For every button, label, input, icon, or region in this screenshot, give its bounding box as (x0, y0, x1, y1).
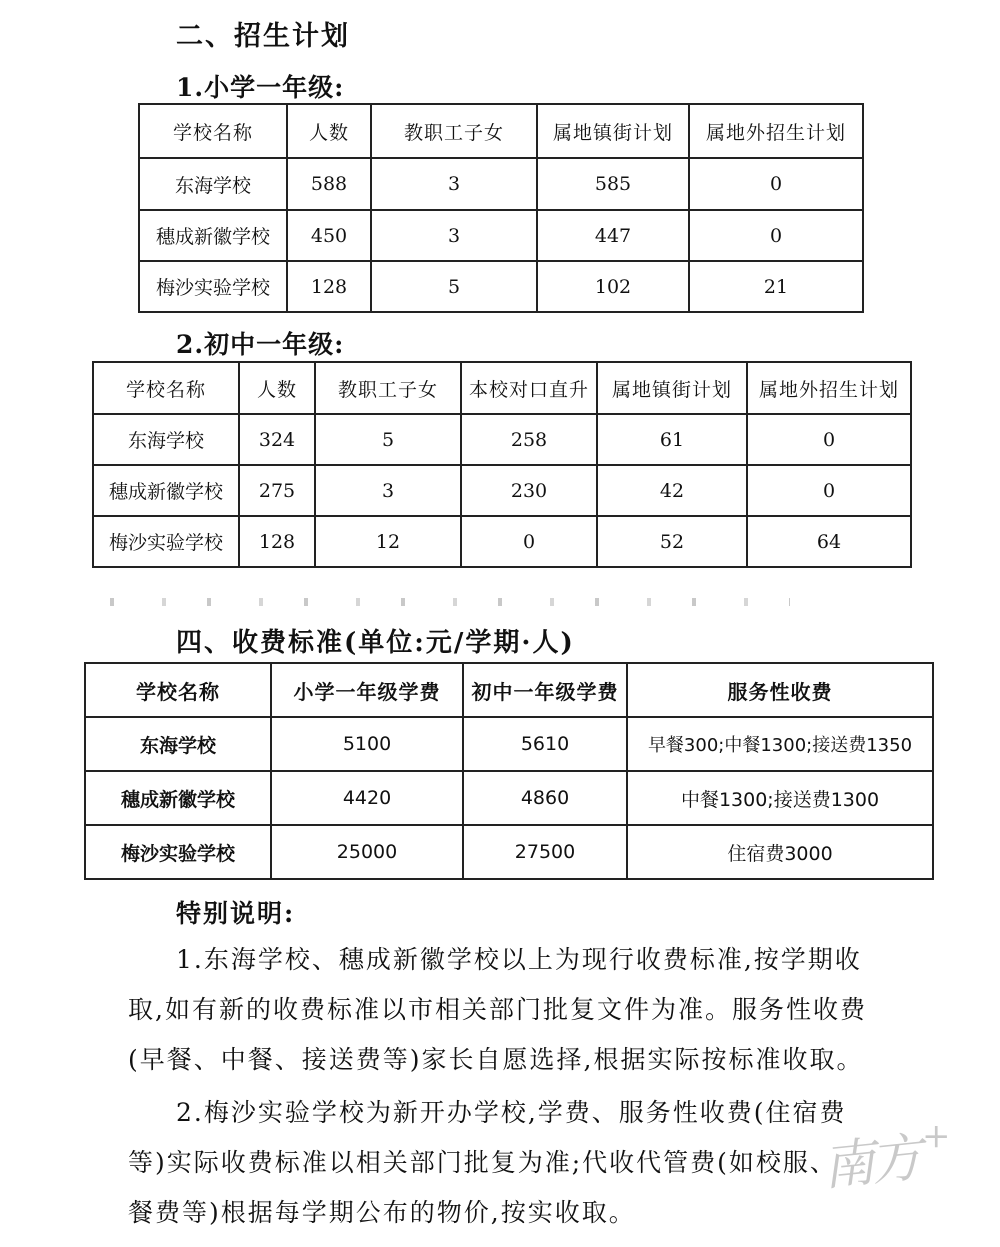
table-fee-standards (84, 662, 934, 880)
table-cell: 0 (461, 516, 597, 567)
table-cell: 447 (537, 210, 689, 261)
table-primary-enrollment (138, 103, 864, 313)
table-cell: 4860 (463, 771, 627, 825)
header-cell: 初中一年级学费 (463, 663, 627, 717)
table-cell: 5610 (463, 717, 627, 771)
header-cell: 学校名称 (93, 362, 239, 414)
header-cell: 学校名称 (139, 104, 287, 158)
table-cell: 4420 (271, 771, 463, 825)
table-row (93, 516, 911, 567)
table-cell: 梅沙实验学校 (139, 261, 287, 312)
section-title-enrollment: 二、招生计划 (176, 21, 350, 52)
table-row (139, 261, 863, 312)
watermark-logo: 南方 (819, 1128, 922, 1198)
scan-crop-artifact (110, 598, 790, 606)
table-cell: 230 (461, 465, 597, 516)
header-cell: 教职工子女 (371, 104, 537, 158)
table-cell: 穗成新徽学校 (93, 465, 239, 516)
header-cell: 本校对口直升 (461, 362, 597, 414)
table-cell: 128 (287, 261, 371, 312)
header-cell: 教职工子女 (315, 362, 461, 414)
table-cell: 0 (689, 158, 863, 210)
heading-junior-grade1: 2.初中一年级: (176, 330, 345, 359)
table-cell: 61 (597, 414, 747, 465)
table-cell: 324 (239, 414, 315, 465)
table-cell: 东海学校 (139, 158, 287, 210)
special-notes-title: 特别说明: (176, 899, 296, 928)
table-row (85, 717, 933, 771)
table-row (85, 825, 933, 879)
table-cell: 5 (315, 414, 461, 465)
header-cell: 人数 (287, 104, 371, 158)
note-paragraph-line: 2.梅沙实验学校为新开办学校,学费、服务性收费(住宿费 (176, 1098, 847, 1127)
table-cell: 21 (689, 261, 863, 312)
header-cell: 服务性收费 (627, 663, 933, 717)
note-paragraph-line: 等)实际收费标准以相关部门批复为准;代收代管费(如校服、 (128, 1148, 837, 1177)
table-header-row (139, 104, 863, 158)
table-row (85, 771, 933, 825)
header-cell: 小学一年级学费 (271, 663, 463, 717)
table-cell: 42 (597, 465, 747, 516)
header-cell: 属地镇街计划 (537, 104, 689, 158)
table-header-row (93, 362, 911, 414)
table-cell: 585 (537, 158, 689, 210)
table-cell: 64 (747, 516, 911, 567)
table-cell: 东海学校 (85, 717, 271, 771)
table-cell: 5100 (271, 717, 463, 771)
section-title-fees: 四、收费标准(单位:元/学期·人) (176, 628, 575, 658)
table-cell: 12 (315, 516, 461, 567)
table-cell: 0 (747, 465, 911, 516)
table-cell: 住宿费3000 (627, 825, 933, 879)
table-cell: 102 (537, 261, 689, 312)
table-cell: 25000 (271, 825, 463, 879)
table-cell: 27500 (463, 825, 627, 879)
heading-primary-grade1: 1.小学一年级: (176, 73, 345, 102)
table-cell: 3 (371, 158, 537, 210)
table-row (139, 210, 863, 261)
table-cell: 0 (747, 414, 911, 465)
table-cell: 3 (371, 210, 537, 261)
header-cell: 人数 (239, 362, 315, 414)
table-cell: 东海学校 (93, 414, 239, 465)
note-paragraph-line: (早餐、中餐、接送费等)家长自愿选择,根据实际按标准收取。 (128, 1045, 864, 1074)
watermark-plus-icon: + (922, 1116, 951, 1156)
header-cell: 属地外招生计划 (689, 104, 863, 158)
table-cell: 梅沙实验学校 (85, 825, 271, 879)
table-junior-enrollment (92, 361, 912, 568)
table-cell: 588 (287, 158, 371, 210)
table-cell: 中餐1300;接送费1300 (627, 771, 933, 825)
table-cell: 穗成新徽学校 (139, 210, 287, 261)
table-header-row (85, 663, 933, 717)
table-cell: 0 (689, 210, 863, 261)
header-cell: 属地外招生计划 (747, 362, 911, 414)
table-row (93, 414, 911, 465)
header-cell: 学校名称 (85, 663, 271, 717)
table-row (93, 465, 911, 516)
table-cell: 5 (371, 261, 537, 312)
note-paragraph-line: 餐费等)根据每学期公布的物价,按实收取。 (128, 1198, 636, 1227)
table-cell: 275 (239, 465, 315, 516)
table-cell: 梅沙实验学校 (93, 516, 239, 567)
header-cell: 属地镇街计划 (597, 362, 747, 414)
table-row (139, 158, 863, 210)
table-cell: 450 (287, 210, 371, 261)
table-cell: 穗成新徽学校 (85, 771, 271, 825)
table-cell: 3 (315, 465, 461, 516)
table-cell: 258 (461, 414, 597, 465)
note-paragraph-line: 取,如有新的收费标准以市相关部门批复文件为准。服务性收费 (128, 995, 867, 1024)
table-cell: 52 (597, 516, 747, 567)
note-paragraph-line: 1.东海学校、穗成新徽学校以上为现行收费标准,按学期收 (176, 945, 862, 974)
table-cell: 早餐300;中餐1300;接送费1350 (627, 717, 933, 771)
table-cell: 128 (239, 516, 315, 567)
